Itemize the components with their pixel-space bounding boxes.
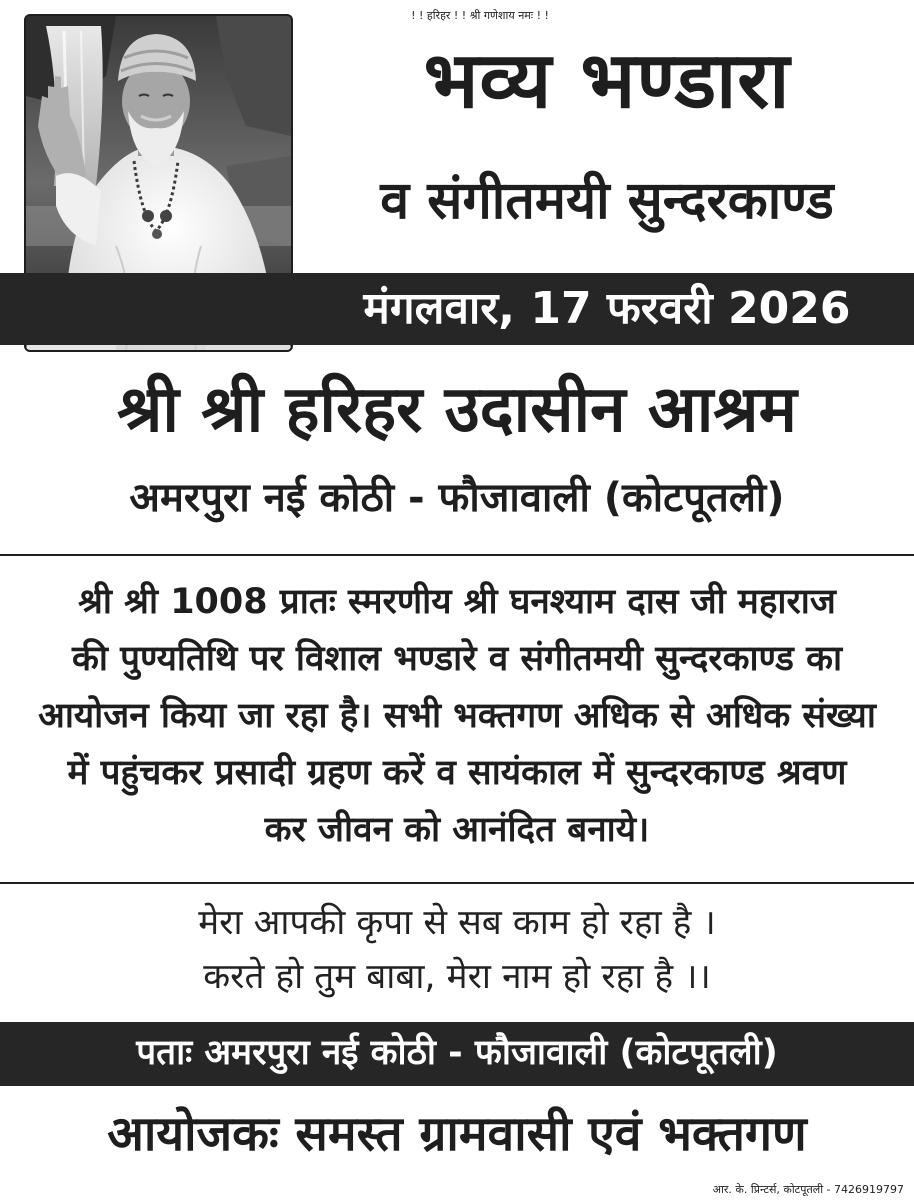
printer-credit: आर. के. प्रिन्टर्स, कोटपूतली - 7426919797	[712, 1183, 904, 1196]
organizer-text: आयोजकः समस्त ग्रामवासी एवं भक्तगण	[107, 1106, 807, 1162]
event-title: भव्य भण्डारा	[423, 36, 791, 126]
invitation-message	[0, 574, 914, 859]
bhajan-verse	[0, 896, 914, 1004]
address-text: पताः अमरपुरा नई कोठी - फौजावाली (कोटपूतली)	[136, 1033, 778, 1073]
divider-top	[0, 554, 914, 556]
invocation-text: ! ! हरिहर ! ! श्री गणेशाय नमः ! !	[411, 9, 549, 22]
event-date: मंगलवार, 17 फरवरी 2026	[363, 283, 851, 334]
bhajan-line: करते हो तुम बाबा, मेरा नाम हो रहा है ।।	[203, 957, 711, 997]
message-line: की पुण्यतिथि पर विशाल भण्डारे व संगीतमयी सुन्दरकाण्ड का	[71, 639, 843, 679]
message-line: आयोजन किया जा रहा है। सभी भक्तगण अधिक से अधिक संख्या	[38, 696, 876, 736]
event-subtitle: व संगीतमयी सुन्दरकाण्ड	[380, 171, 834, 231]
divider-middle	[0, 882, 914, 884]
ashram-name: श्री श्री हरिहर उदासीन आश्रम	[117, 373, 797, 447]
message-line: श्री श्री 1008 प्रातः स्मरणीय श्री घनश्याम दास जी महाराज	[78, 582, 836, 622]
bhajan-line: मेरा आपकी कृपा से सब काम हो रहा है ।	[198, 903, 716, 943]
message-line: कर जीवन को आनंदित बनाये।	[264, 810, 650, 850]
message-line: में पहुंचकर प्रसादी ग्रहण करें व सायंकाल में सुन्दरकाण्ड श्रवण	[67, 753, 847, 793]
ashram-location: अमरपुरा नई कोठी - फौजावाली (कोटपूतली)	[129, 475, 785, 521]
